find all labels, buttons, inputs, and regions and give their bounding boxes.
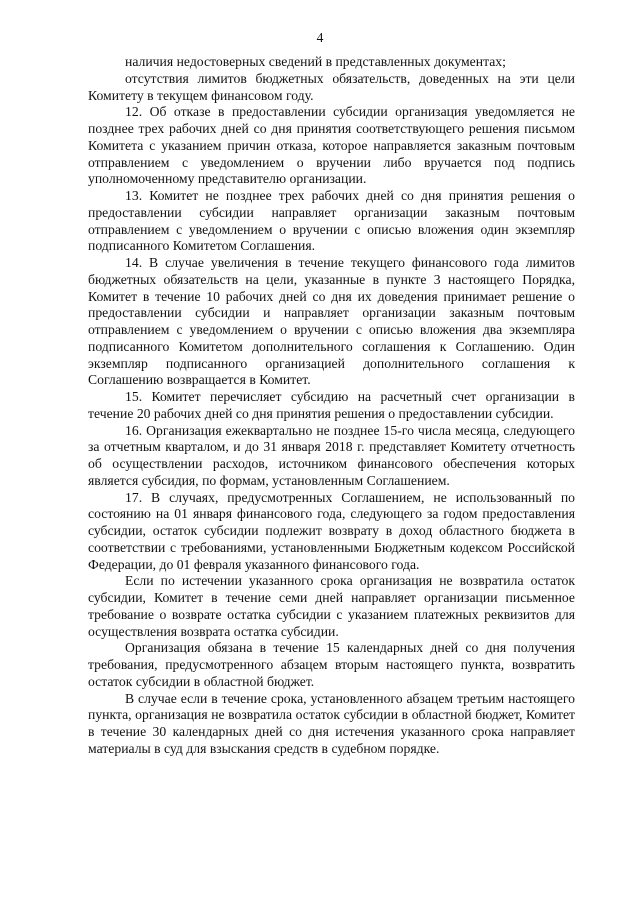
paragraph-item-16: 16. Организация ежеквартально не позднее 15-го числа месяца, следующего за отчетным кварталом, и до 31 января 2018 г. представляет Комитету отчетность об осуществлении расходов, источником финансового обеспечения которых является субсидия, по формам, установленным Соглашением. (88, 422, 575, 488)
paragraph-item-17-2: Если по истечении указанного срока организация не возвратила остаток субсидии, Комитет в течение семи дней направляет организации письменное требование о возврате остатка субсидии с указанием платежных реквизитов для осуществления возврата остатка субсидии. (88, 573, 575, 639)
paragraph-item-1: наличия недостоверных сведений в представленных документах; (125, 54, 506, 69)
paragraph-item-17-4: В случае если в течение срока, установленного абзацем третьим настоящего пункта, организация не возвратила остаток субсидии в областной бюджет, Комитет в течение 30 календарных дней со дня истечения указанного срока направляет материалы в суд для взыскания средств в судебном порядке. (88, 690, 575, 756)
paragraph-item-17-3: Организация обязана в течение 15 календарных дней со дня получения требования, предусмотренного абзацем вторым настоящего пункта, возвратить остаток субсидии в областной бюджет. (88, 640, 575, 689)
document-body (88, 54, 575, 758)
paragraph-item-17: 17. В случаях, предусмотренных Соглашением, не использованный по состоянию на 01 января финансового года, следующего за годом предоставления субсидии, остаток субсидии подлежит возврату в доход областного бюджета в соответствии с требованиями, установленными Бюджетным кодексом Российской Федерации, до 01 февраля указанного финансового года. (88, 489, 575, 572)
paragraph-item-13: 13. Комитет не позднее трех рабочих дней со дня принятия решения о предоставлении субсидии направляет организации заказным почтовым отправлением с уведомлением о вручении с описью вложения один экземпляр подписанного Комитетом Соглашения. (88, 188, 575, 254)
paragraph-item-15: 15. Комитет перечисляет субсидию на расчетный счет организации в течение 20 рабочих дней со дня принятия решения о предоставлении субсидии. (88, 389, 575, 421)
page-number: 4 (316, 30, 324, 45)
paragraph-item-14: 14. В случае увеличения в течение текущего финансового года лимитов бюджетных обязательств на цели, указанные в пункте 3 настоящего Порядка, Комитет в течение 10 рабочих дней со дня их доведения принимает решение о предоставлении субсидии и направляет организации заказным почтовым отправлением с уведомлением о вручении с описью вложения два экземпляра подписанного Комитетом дополнительного соглашения к Соглашению. Один экземпляр подписанного организацией дополнительного соглашения к Соглашению возвращается в Комитет. (88, 255, 575, 388)
paragraph-item-2: отсутствия лимитов бюджетных обязательств, доведенных на эти цели Комитету в текущем финансовом году. (88, 70, 575, 103)
paragraph-item-12: 12. Об отказе в предоставлении субсидии организация уведомляется не позднее трех рабочих дней со дня принятия соответствующего решения письмом Комитета с указанием причин отказа, которое направляется заказным почтовым отправлением с уведомлением о вручении либо вручается под подпись уполномоченному представителю организации. (88, 104, 575, 187)
